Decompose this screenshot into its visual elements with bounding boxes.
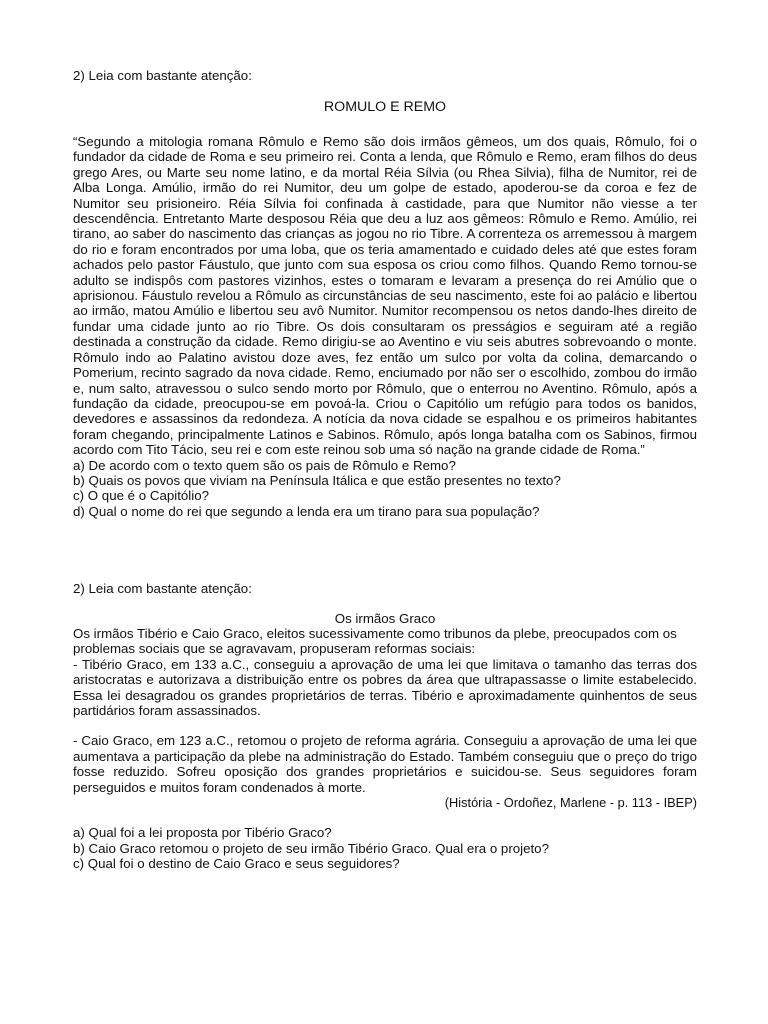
question-1a: a) De acordo com o texto quem são os pais de Rômulo e Remo? bbox=[73, 457, 456, 473]
section2-para2: - Caio Graco, em 123 a.C., retomou o projeto de reforma agrária. Conseguiu a aprovação de uma lei que aumentava a participação da plebe na administração do Estado. Também conseguiu que o preço do trigo fosse reduzido. Sofreu oposição dos grandes proprietários e suicidou-se. Seus seguidores foram perseguidos e muitos foram condenados à morte. bbox=[73, 733, 697, 795]
section2-title-wrap bbox=[73, 611, 697, 626]
section2-body bbox=[73, 626, 697, 872]
section1-heading: 2) Leia com bastante atenção: bbox=[73, 68, 252, 83]
section1-body bbox=[73, 134, 697, 519]
section-irmaos-graco bbox=[73, 581, 697, 596]
paragraph-gap bbox=[73, 810, 697, 825]
question-2a: a) Qual foi a lei proposta por Tibério Graco? bbox=[73, 825, 332, 841]
question-2c: c) Qual foi o destino de Caio Graco e seus seguidores? bbox=[73, 856, 400, 872]
section1-title: ROMULO E REMO bbox=[323, 99, 447, 115]
section2-intro: Os irmãos Tibério e Caio Graco, eleitos sucessivamente como tribunos da plebe, preocupados com os problemas sociais que se agravavam, propuseram reformas sociais: bbox=[73, 626, 677, 657]
section1-text: “Segundo a mitologia romana Rômulo e Remo são dois irmãos gêmeos, um dos quais, Rômulo, foi o fundador da cidade de Roma e seu primeiro rei. Conta a lenda, que Rômulo e Remo, eram filhos do deus grego Ares, ou Marte seu nome latino, e da mortal Réia Sílvia (ou Rhea Silvia), filha de Numitor, rei de Alba Longa. Amúlio, irmão do rei Numitor, deu um golpe de estado, apoderou-se da coroa e fez de Numitor seu prisioneiro. Réia Sílvia foi confinada à castidade, para que Numitor não viesse a ter descendência. Entretanto Marte desposou Réia que deu a luz aos gêmeos: Rômulo e Remo. Amúlio, rei tirano, ao saber do nascimento das crianças as jogou no rio Tibre. A correnteza os arremessou à margem do rio e foram encontrados por uma loba, que os teria amamentado e cuidado deles até que estes foram achados pelo pastor Fáustulo, que junto com sua esposa os criou como filhos. Quando Remo tornou-se adulto se indispôs com pastores vizinhos, estes o tomaram e levaram a presença do rei Amúlio que o aprisionou. Fáustulo revelou a Rômulo as circunstâncias de seu nascimento, este foi ao palácio e libertou ao irmão, matou Amúlio e libertou seu avô Numitor. Numitor recompensou os netos dando-lhes direito de fundar uma cidade junto ao rio Tibre. Os dois consultaram os presságios e seguiram até a região destinada a construção da cidade. Remo dirigiu-se ao Aventino e viu seis abutres sobrevoando o monte. Rômulo indo ao Palatino avistou doze aves, fez então um sulco por volta da colina, demarcando o Pomerium, recinto sagrado da nova cidade. Remo, enciumado por não ser o escolhido, zombou do irmão e, num salto, atravessou o sulco sendo morto por Rômulo, que o enterrou no Aventino. Rômulo, após a fundação da cidade, preocupou-se em povoá-la. Criou o Capitólio um refúgio para todos os banidos, devedores e assassinos da redondeza. A notícia da nova cidade se espalhou e os primeiros habitantes foram chegando, principalmente Latinos e Sabinos. Rômulo, após longa batalha com os Sabinos, firmou acordo com Tito Tácio, seu rei e com este reinou sob uma só nação na grande cidade de Roma.” bbox=[73, 134, 697, 458]
section2-title: Os irmãos Graco bbox=[334, 611, 436, 626]
section2-citation: (História - Ordoñez, Marlene - p. 113 - IBEP) bbox=[444, 795, 697, 811]
question-1c: c) O que é o Capitólio? bbox=[73, 488, 210, 504]
paragraph-gap bbox=[73, 718, 697, 733]
section-romulo-remo bbox=[73, 68, 697, 83]
section2-para1: - Tibério Graco, em 133 a.C., conseguiu a aprovação de uma lei que limitava o tamanho das terras dos aristocratas e autorizava a distribuição entre os pobres da área que ultrapassasse o limite estabelecido. Essa lei desagradou os grandes proprietários de terras. Tibério e aproximadamente quinhentos de seus partidários foram assassinados. bbox=[73, 656, 697, 719]
section1-title-wrap bbox=[73, 100, 697, 115]
section2-heading: 2) Leia com bastante atenção: bbox=[73, 581, 252, 596]
question-1d: d) Qual o nome do rei que segundo a lenda era um tirano para sua população? bbox=[73, 503, 540, 519]
question-1b: b) Quais os povos que viviam na Península Itálica e que estão presentes no texto? bbox=[73, 472, 561, 488]
question-2b: b) Caio Graco retomou o projeto de seu irmão Tibério Graco. Qual era o projeto? bbox=[73, 840, 549, 856]
